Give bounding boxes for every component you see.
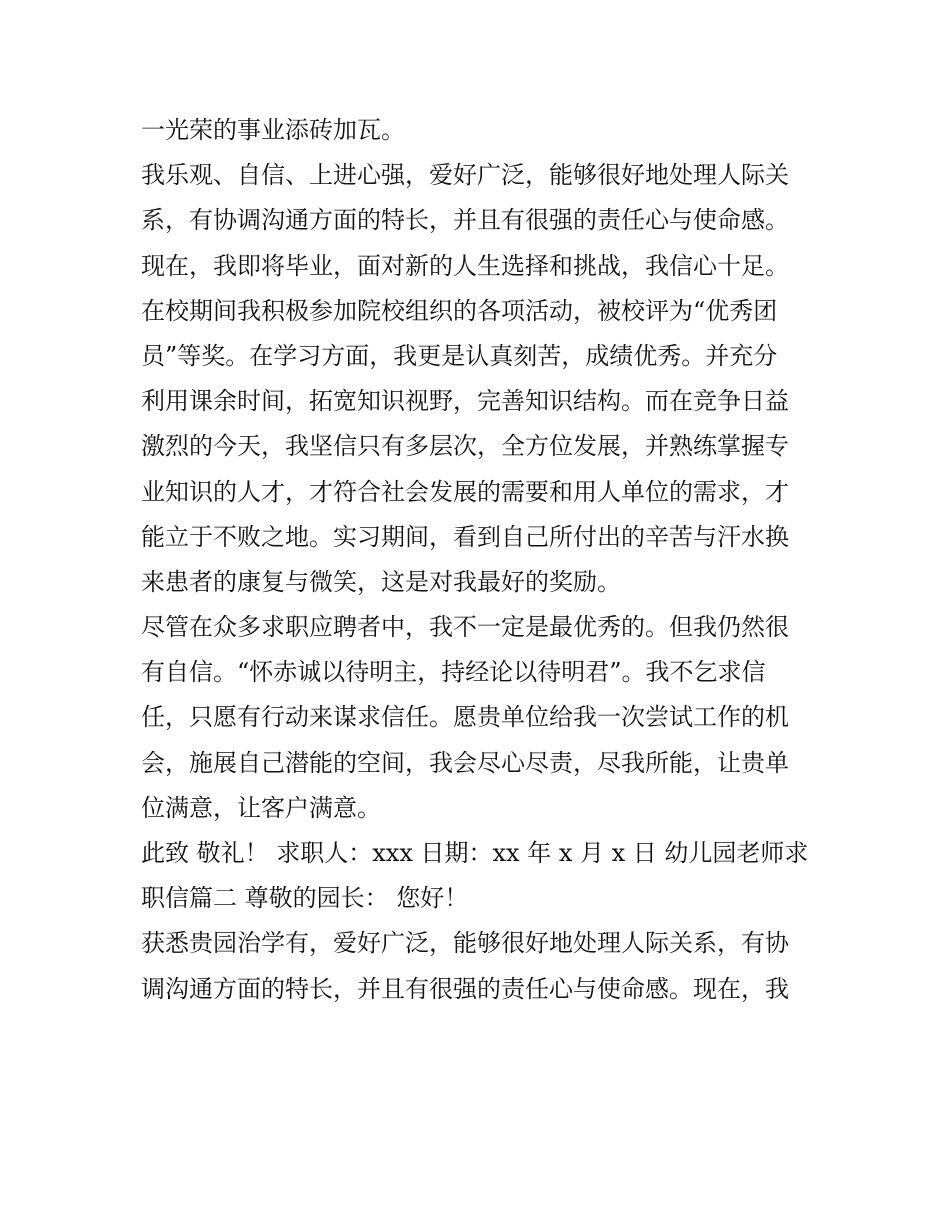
- text-line: 现在，我即将毕业，面对新的人生选择和挑战，我信心十足。: [141, 251, 789, 280]
- text-line: 职信篇二 尊敬的园长： 您好！: [141, 884, 469, 913]
- text-line: 利用课余时间，拓宽知识视野，完善知识结构。而在竞争日益: [141, 387, 789, 416]
- text-line: 来患者的康复与微笑，这是对我最好的奖励。: [141, 567, 621, 596]
- text-line: 员”等奖。在学习方面，我更是认真刻苦，成绩优秀。并充分: [141, 341, 778, 370]
- text-line: 业知识的人才，才符合社会发展的需要和用人单位的需求，才: [141, 477, 789, 506]
- body-text: [141, 108, 821, 1012]
- text-line: 有自信。“怀赤诚以待明主，持经论以待明君”。我不乞求信: [141, 658, 766, 687]
- text-line: 在校期间我积极参加院校组织的各项活动，被校评为“优秀团: [141, 296, 778, 325]
- text-line: 获悉贵园治学有，爱好广泛，能够很好地处理人际关系，有协: [141, 929, 789, 958]
- text-line: 系，有协调沟通方面的特长，并且有很强的责任心与使命感。: [141, 206, 789, 235]
- text-line: 激烈的今天，我坚信只有多层次，全方位发展，并熟练掌握专: [141, 432, 789, 461]
- text-line: 我乐观、自信、上进心强，爱好广泛，能够很好地处理人际关: [141, 161, 789, 190]
- text-line: 此致 敬礼！ 求职人：xxx 日期：xx 年 x 月 x 日 幼儿园老师求: [141, 839, 809, 867]
- text-line: 任，只愿有行动来谋求信任。愿贵单位给我一次尝试工作的机: [141, 703, 789, 732]
- text-line: 位满意，让客户满意。: [141, 793, 381, 822]
- text-line: 能立于不败之地。实习期间，看到自己所付出的辛苦与汗水换: [141, 522, 789, 551]
- text-line: 尽管在众多求职应聘者中，我不一定是最优秀的。但我仍然很: [141, 613, 789, 642]
- text-line: 会，施展自己潜能的空间，我会尽心尽责，尽我所能，让贵单: [141, 748, 789, 777]
- text-line: 调沟通方面的特长，并且有很强的责任心与使命感。现在，我: [141, 974, 789, 1003]
- text-line: 一光荣的事业添砖加瓦。: [141, 116, 405, 144]
